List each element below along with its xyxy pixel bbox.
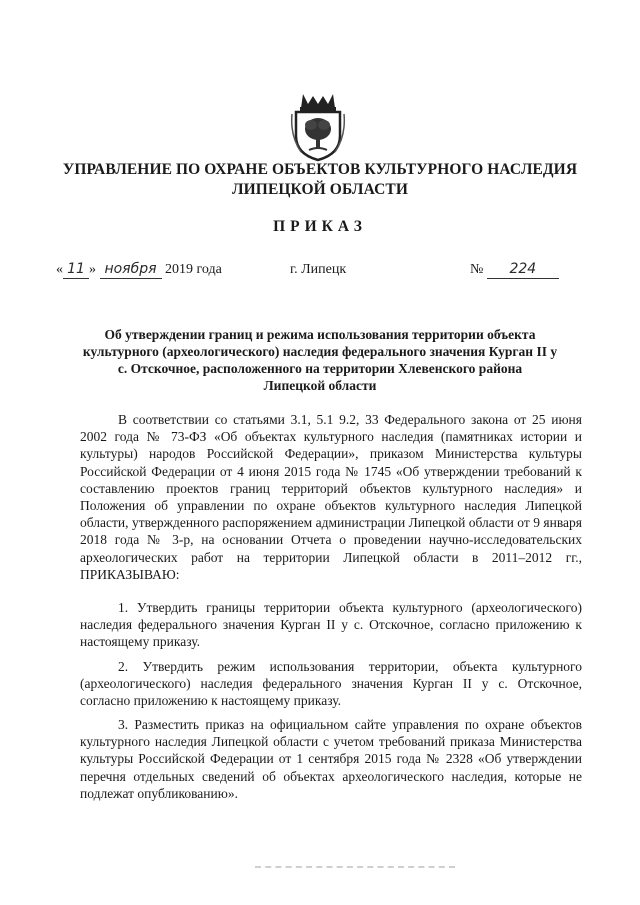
order-city: г. Липецк [290,262,347,277]
order-heading: ПРИКАЗ [273,218,367,235]
document-title-line2: культурного (археологического) наследия федерального значения Курган II у [82,344,558,359]
document-title-line3: с. Отскочное, расположенного на территории Хлевенского района [117,361,523,376]
order-date [56,258,222,282]
preamble-paragraph: В соответствии со статьями 3.1, 5.1 9.2, 33 Федерального закона от 25 июня 2002 года № 73-ФЗ «Об объектах культурного наследия (памятниках истории и культуры) народов Российской Федерации», приказом Министерства культуры Российской Федерации от 4 июня 2015 года № 1745 «Об утверждении требований к составлению проектов границ территорий объектов культурного наследия» и Положения об управлении по охране объектов культурного наследия Липецкой области, утвержденного распоряжением администрации Липецкой области от 9 января 2018 года № 3-р, на основании Отчета о проведении научно-исследовательских археологических работ на территории Липецкой области в 2011–2012 гг., ПРИКАЗЫВАЮ: [80,412,582,582]
order-item-3: 3. Разместить приказ на официальном сайте управления по охране объектов культурного наследия Липецкой области с учетом требований приказа Министерства культуры Российской Федерации от 1 сентября 2015 года № 2328 «Об утверждении перечня отдельных сведений об объектах археологического наследия, которые не подлежат опубликованию». [80,717,582,801]
coat-of-arms-emblem [289,92,347,162]
order-item-1: 1. Утвердить границы территории объекта культурного (археологического) наследия федерального значения Курган II у с. Отскочное, согласно приложению к настоящему приказу. [80,600,582,650]
organization-name-line1: УПРАВЛЕНИЕ ПО ОХРАНЕ ОБЪЕКТОВ КУЛЬТУРНОГО НАСЛЕДИЯ [62,161,578,178]
number-label: № [470,262,484,277]
order-item-2: 2. Утвердить режим использования территории, объекта культурного (археологического) наследия федерального значения Курган II у с. Отскочное, согласно приложению к настоящему приказу. [80,659,582,709]
date-month-handwritten: ноября [100,260,162,279]
document-title-line4: Липецкой области [263,378,377,393]
order-number [470,258,559,282]
scan-artifact-divider [255,866,455,870]
date-quote-open: « [56,262,63,277]
organization-name-line2: ЛИПЕЦКОЙ ОБЛАСТИ [232,181,408,198]
date-year: 2019 года [165,262,222,277]
date-day-handwritten: 11 [63,260,89,279]
order-number-handwritten: 224 [487,260,559,279]
date-quote-close: » [89,262,96,277]
document-title-line1: Об утверждении границ и режима использования территории объекта [104,327,536,342]
